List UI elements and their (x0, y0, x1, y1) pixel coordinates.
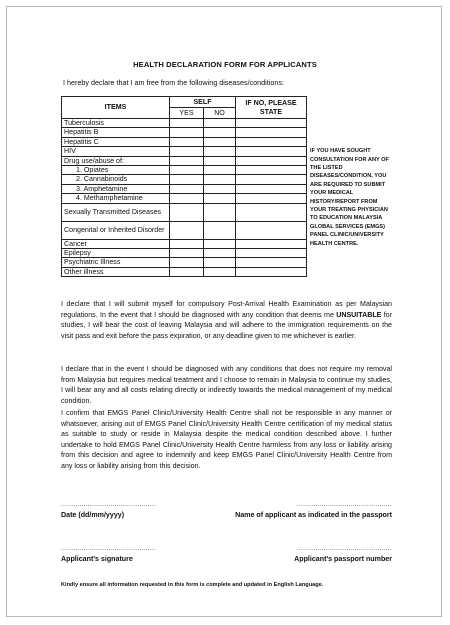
p1-unsuitable: UNSUITABLE (336, 310, 382, 319)
no-cell[interactable] (204, 137, 236, 146)
header-state: IF NO, PLEASE STATE (236, 97, 307, 119)
item-label: Sexually Transmitted Diseases (62, 203, 170, 221)
signature-label: Applicant's signature (61, 555, 133, 563)
header-no: NO (204, 108, 236, 119)
date-field[interactable] (61, 502, 156, 519)
signature-dots: .............................................. (61, 546, 157, 552)
disease-table (61, 96, 393, 277)
item-label: Drug use/abuse of: (62, 156, 170, 165)
no-cell[interactable] (204, 239, 236, 248)
no-cell[interactable] (204, 221, 236, 239)
state-cell[interactable] (236, 137, 307, 146)
state-cell[interactable] (236, 258, 307, 267)
header-items: ITEMS (62, 97, 170, 119)
no-cell[interactable] (204, 267, 236, 276)
applicant-name-field[interactable] (226, 502, 392, 519)
declaration-paragraph-2: I declare that in the event I should be diagnosed with any conditions that does not require my removal from Malaysia but requires medical treatment and I choose to remain in Malaysia to continue my studies, I will bear any and all costs relating directly or indirectly towards the medical management of my medical condition. (61, 365, 392, 405)
yes-cell[interactable] (170, 258, 204, 267)
yes-cell[interactable] (170, 175, 204, 184)
header-self: SELF (170, 97, 236, 108)
form-title: HEALTH DECLARATION FORM FOR APPLICANTS (133, 60, 317, 69)
state-cell[interactable] (236, 175, 307, 184)
yes-cell[interactable] (170, 184, 204, 193)
yes-cell[interactable] (170, 194, 204, 203)
item-label: Hepatitis C (62, 137, 170, 146)
state-cell[interactable] (236, 203, 307, 221)
consultation-note: IF YOU HAVE SOUGHT CONSULTATION FOR ANY OF THE LISTED DISEASES/CONDITION, YOU ARE REQUIRED TO SUBMIT YOUR MEDICAL HISTORY/REPORT FROM YOUR TREATING PHYSICIAN TO EDUCATION MALAYSIA GLOBAL SERVICES (EMGS) PANEL CLINIC/UNIVERSITY HEALTH CENTRE. (307, 119, 393, 277)
p1-text-b: for studies, I will bear the cost of leaving Malaysia and will adhere to the immigration requirements on the visit pass and exit before the pass expiration, or any deadline given to me whichever is earlier. (61, 310, 392, 340)
yes-cell[interactable] (170, 239, 204, 248)
passport-number-label: Applicant's passport number (294, 555, 392, 563)
item-label: Tuberculosis (62, 119, 170, 128)
declaration-paragraph-1 (61, 299, 392, 341)
state-cell[interactable] (236, 194, 307, 203)
yes-cell[interactable] (170, 147, 204, 156)
declaration-paragraph-3: I confirm that EMGS Panel Clinic/University Health Centre shall not be responsible in any manner or whatsoever, arising out of EMGS Panel Clinic/University Health Centre certification of my medical status as suitable to study or reside in Malaysia despite the medical condition described above. I further undertake to hold EMGS Panel Clinic/University Health Centre harmless from any loss or liability arising from this decision and agree to indemnify and keep EMGS Panel Clinic/University Health Centre from any loss or liability arising from this decision. (61, 409, 392, 470)
item-label: Congenital or Inherited Disorder (62, 221, 170, 239)
yes-cell[interactable] (170, 166, 204, 175)
yes-cell[interactable] (170, 128, 204, 137)
state-cell[interactable] (236, 147, 307, 156)
yes-cell[interactable] (170, 249, 204, 258)
state-cell[interactable] (236, 249, 307, 258)
name-dots: .............................................. (296, 502, 392, 508)
no-cell[interactable] (204, 119, 236, 128)
passport-dots: .............................................. (296, 546, 392, 552)
item-label: Cancer (62, 239, 170, 248)
item-label: 2. Cannabinoids (62, 175, 170, 184)
item-label: Epilepsy (62, 249, 170, 258)
intro-text: I hereby declare that I am free from the following diseases/conditions: (63, 78, 284, 87)
no-cell[interactable] (204, 194, 236, 203)
passport-number-field[interactable] (226, 546, 392, 563)
yes-cell[interactable] (170, 156, 204, 165)
item-label: Psychiatric Illness (62, 258, 170, 267)
no-cell[interactable] (204, 249, 236, 258)
yes-cell[interactable] (170, 203, 204, 221)
yes-cell[interactable] (170, 119, 204, 128)
state-cell[interactable] (236, 119, 307, 128)
no-cell[interactable] (204, 166, 236, 175)
table-row (62, 119, 393, 128)
signature-field[interactable] (61, 546, 156, 563)
state-cell[interactable] (236, 184, 307, 193)
state-cell[interactable] (236, 166, 307, 175)
p1-text-a: I declare that I will submit myself for compulsory Post-Arrival Health Examination as per Malaysian regulations. In the event that I should be diagnosed with any condition that deems me (61, 300, 392, 319)
no-cell[interactable] (204, 203, 236, 221)
yes-cell[interactable] (170, 137, 204, 146)
item-label: HIV (62, 147, 170, 156)
note-header-gap (307, 97, 393, 119)
item-label: 3. Amphetamine (62, 184, 170, 193)
no-cell[interactable] (204, 258, 236, 267)
state-cell[interactable] (236, 221, 307, 239)
no-cell[interactable] (204, 156, 236, 165)
item-label: Hepatitis B (62, 128, 170, 137)
no-cell[interactable] (204, 175, 236, 184)
yes-cell[interactable] (170, 267, 204, 276)
state-cell[interactable] (236, 156, 307, 165)
no-cell[interactable] (204, 147, 236, 156)
header-yes: YES (170, 108, 204, 119)
date-label: Date (dd/mm/yyyy) (61, 511, 125, 519)
date-dots: .............................................. (61, 502, 157, 508)
no-cell[interactable] (204, 184, 236, 193)
state-cell[interactable] (236, 239, 307, 248)
item-label: Other illness (62, 267, 170, 276)
footer-note: Kindly ensure all information requested in this form is complete and updated in English Language. (61, 582, 324, 588)
applicant-name-label: Name of applicant as indicated in the passport (235, 511, 392, 519)
state-cell[interactable] (236, 267, 307, 276)
item-label: 4. Methamphetamine (62, 194, 170, 203)
no-cell[interactable] (204, 128, 236, 137)
yes-cell[interactable] (170, 221, 204, 239)
state-cell[interactable] (236, 128, 307, 137)
item-label: 1. Opiates (62, 166, 170, 175)
